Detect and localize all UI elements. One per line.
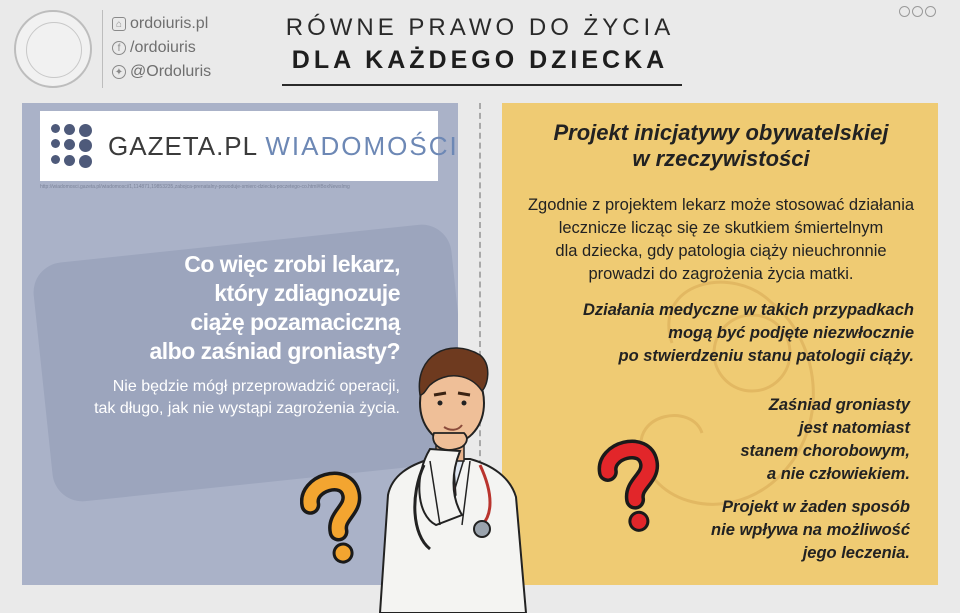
question-mark-icon <box>300 470 370 570</box>
twitter-link[interactable] <box>112 62 211 82</box>
p3-line: stanem chorobowym, <box>740 442 910 460</box>
header-divider <box>102 10 103 88</box>
question-line: albo zaśniad groniasty? <box>149 338 400 364</box>
p1-line: Zgodnie z projektem lekarz może stosować działania <box>527 196 915 214</box>
p2-line: mogą być podjęte niezwłocznie <box>668 324 914 342</box>
p3-line: Zaśniad groniasty <box>768 396 910 414</box>
p3-line: a nie człowiekiem. <box>766 465 910 483</box>
question-line: który zdiagnozuje <box>214 280 400 306</box>
doctor-illustration <box>370 325 530 613</box>
p1-line: lecznicze licząc się ze skutkiem śmiertelnym <box>558 219 884 237</box>
source-url: http://wiadomosci.gazeta.pl/wiadomosci/1,114871,19853235,zabojca-prenatalny-powoduje-smierc-dziecka-poczetego-co.html#BoxNewsImg <box>40 184 350 190</box>
ordo-iuris-seal <box>14 10 92 88</box>
left-question <box>110 250 400 366</box>
facebook-link[interactable] <box>112 38 196 58</box>
answer-line: tak długo, jak nie wystąpi zagrożenia życia. <box>94 400 400 417</box>
p4-line: Projekt w żaden sposób <box>722 498 910 516</box>
license-icons <box>899 6 936 17</box>
right-title-line: Projekt inicjatywy obywatelskiej <box>553 120 889 145</box>
p2-line: po stwierdzeniu stanu patologii ciąży. <box>618 347 914 365</box>
gazeta-dots-icon <box>49 122 99 172</box>
p4-line: nie wpływa na możliwość <box>711 521 910 539</box>
right-paragraph-1 <box>508 194 934 286</box>
answer-line: Nie będzie mógł przeprowadzić operacji, <box>112 378 400 395</box>
p1-line: dla dziecka, gdy patologia ciąży nieuchronnie <box>555 242 887 260</box>
logo-main: GAZETA.PL <box>108 131 258 161</box>
facebook-icon: f <box>112 41 126 55</box>
title-underline <box>282 84 682 86</box>
twitter-text: @Ordoluris <box>130 63 212 80</box>
twitter-icon: ✦ <box>112 65 126 79</box>
question-mark-icon <box>597 438 667 538</box>
website-text: ordoiuris.pl <box>130 15 209 32</box>
p1-line: prowadzi do zagrożenia życia matki. <box>588 265 854 283</box>
home-icon: ⌂ <box>112 17 126 31</box>
right-title <box>508 120 934 172</box>
p4-line: jego leczenia. <box>802 544 910 562</box>
gazeta-logo-text <box>108 131 459 162</box>
p3-line: jest natomiast <box>799 419 910 437</box>
right-paragraph-3 <box>640 394 910 486</box>
title-line-2: DLA KAŻDEGO DZIECKA <box>291 46 669 74</box>
question-line: ciążę pozamaciczną <box>190 309 400 335</box>
p2-line: Działania medyczne w takich przypadkach <box>582 301 914 319</box>
facebook-text: /ordoiuris <box>130 39 196 56</box>
right-title-line: w rzeczywistości <box>632 146 810 171</box>
left-answer <box>60 376 400 420</box>
question-line: Co więc zrobi lekarz, <box>184 251 400 277</box>
title-line-1: RÓWNE PRAWO DO ŻYCIA <box>285 14 675 41</box>
logo-sub: WIADOMOŚCI <box>265 131 459 161</box>
website-link[interactable] <box>112 14 208 34</box>
right-paragraph-2 <box>512 299 914 368</box>
